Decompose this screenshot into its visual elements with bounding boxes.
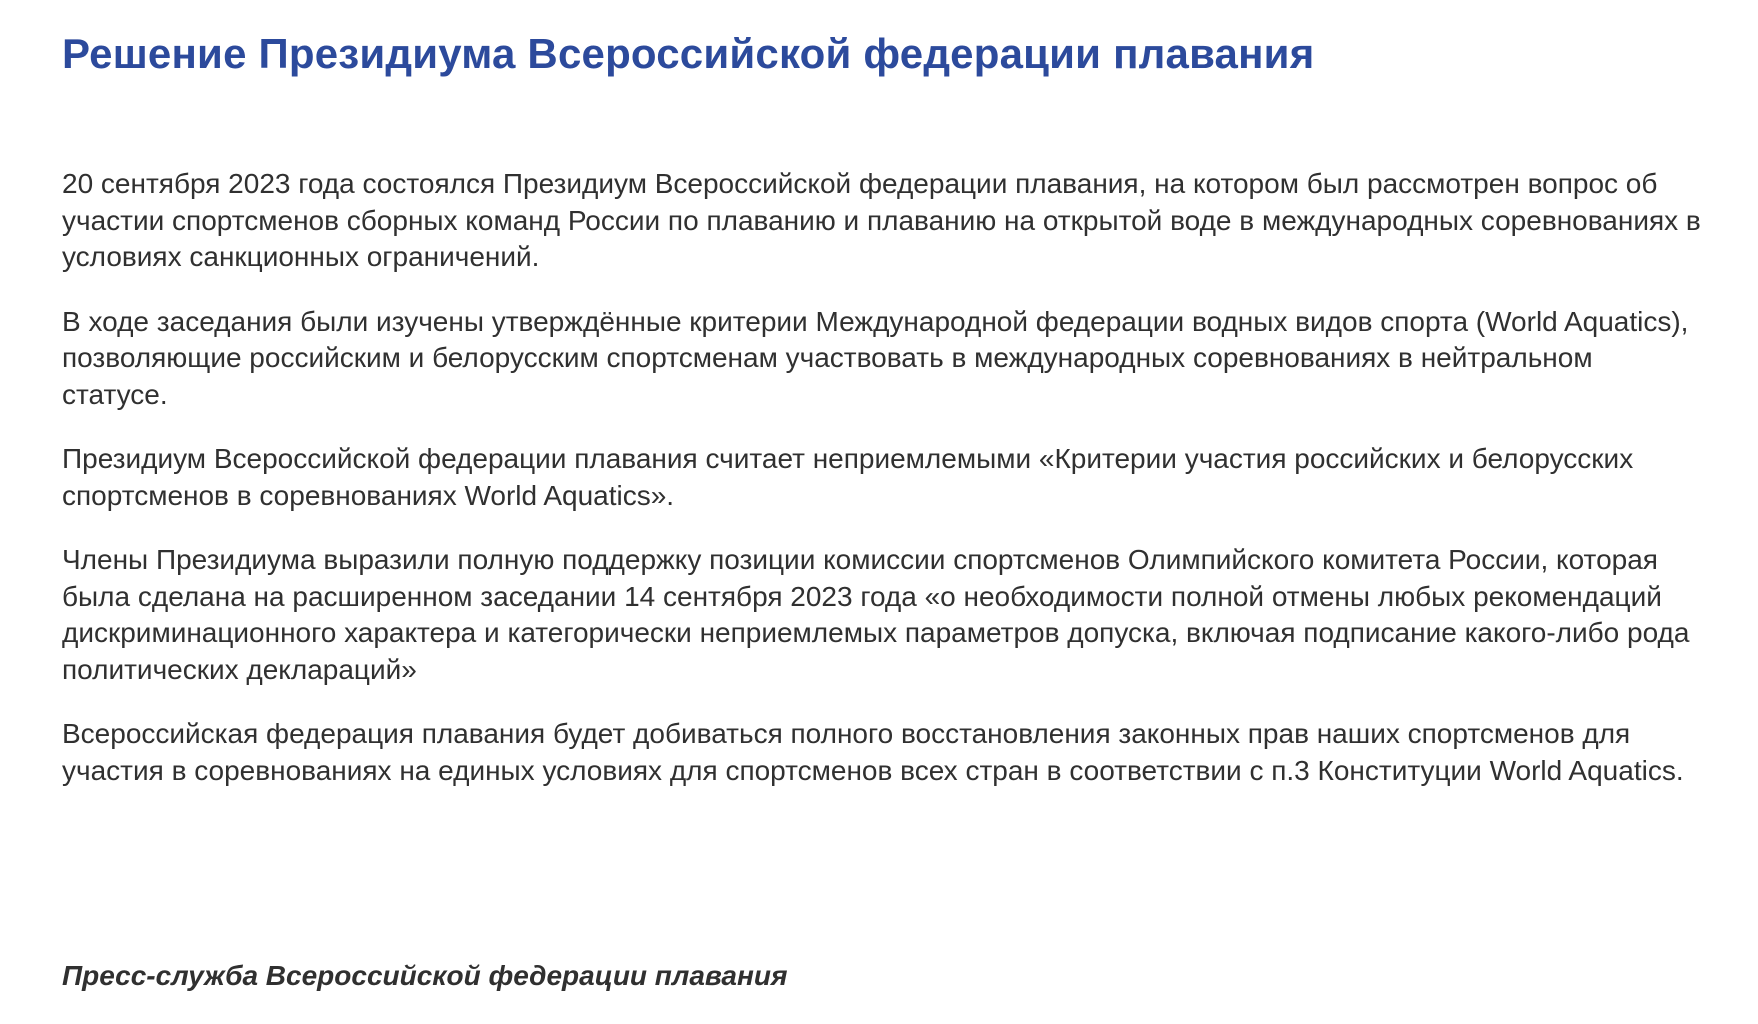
page-title: Решение Президиума Всероссийской федерации плавания — [62, 30, 1315, 77]
press-service-signature: Пресс-служба Всероссийской федерации плавания — [62, 960, 788, 991]
paragraph-2: В ходе заседания были изучены утверждённые критерии Международной федерации водных видов спорта (World Aquatics), позволяющие российским и белорусским спортсменам участвовать в международных соревнованиях в нейтральном статусе. — [62, 305, 1689, 410]
article — [62, 0, 1702, 817]
paragraph-5: Всероссийская федерация плавания будет добиваться полного восстановления законных прав наших спортсменов для участия в соревнованиях на единых условиях для спортсменов всех стран в соответствии с п.3 Конституции World Aquatics. — [62, 718, 1684, 786]
paragraph-3: Президиум Всероссийской федерации плавания считает неприемлемыми «Критерии участия российских и белорусских спортсменов в соревнованиях World Aquatics». — [62, 443, 1634, 511]
paragraph-4: Члены Президиума выразили полную поддержку позиции комиссии спортсменов Олимпийского комитета России, которая была сделана на расширенном заседании 14 сентября 2023 года «о необходимости полной отмены любых рекомендаций дискриминационного характера и категорически неприемлемых параметров допуска, включая подписание какого-либо рода политических деклараций» — [62, 544, 1690, 685]
article-body — [62, 166, 1702, 789]
paragraph-1: 20 сентября 2023 года состоялся Президиум Всероссийской федерации плавания, на котором был рассмотрен вопрос об участии спортсменов сборных команд России по плаванию и плаванию на открытой воде в международных соревнованиях в условиях санкционных ограничений. — [62, 168, 1701, 272]
